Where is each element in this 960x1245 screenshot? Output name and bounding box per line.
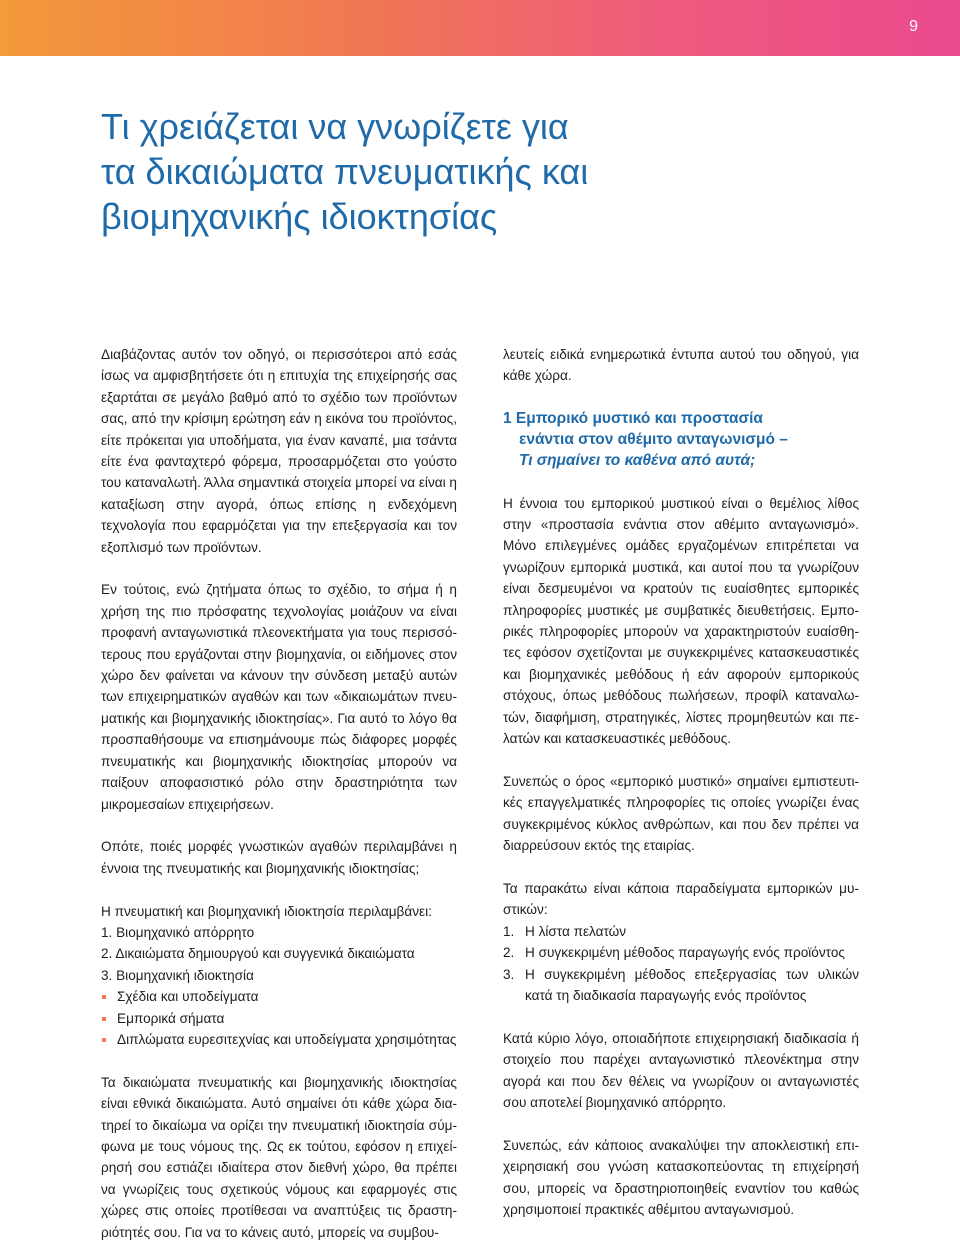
left-paragraph-3: Οπότε, ποιές μορφές γνωστικών αγαθών περιλαμβάνει η έννοια της πνευματικής και βιομηχανικής ιδιοκτησίας; <box>101 839 457 876</box>
industrial-property-bullets <box>101 986 457 1050</box>
section-heading-line-3: Τι σημαίνει το καθένα από αυτά; <box>519 452 756 470</box>
right-column <box>503 344 859 1220</box>
header-gradient-bar <box>0 0 960 56</box>
example-number: 1. <box>503 923 515 939</box>
left-paragraph-4: Τα δικαιώματα πνευματικής και βιομηχανικής ιδιοκτησίας είναι εθνικά δικαιώματα. Αυτό σημαίνει ότι κάθε χώρα διατηρεί το δικαίωμα να ορίζει την πνευματική ιδιοκτησία σύμφωνα με τους νόμους της. Ως εκ τούτου, εφόσον η επιχείρησή σου εστιάζει ιδιαίτερα στον διεθνή χώρο, θα πρέπει να γνωρίζεις τους σχετικούς νόμους και εφαρμογές στις χώρες στις οποίες προτίθεσαι να αναπτύξεις τις δραστηριότητές σου. Για να το κάνεις αυτό, μπορείς να συμβου- <box>101 1074 457 1240</box>
example-text: Η συγκεκριμένη μέθοδος παραγωγής ενός προϊόντος <box>525 945 845 961</box>
trade-secret-examples <box>503 921 859 1007</box>
example-number: 2. <box>503 945 515 961</box>
section-heading-line-1: 1 Εμπορικό μυστικό και προστασία <box>503 410 763 428</box>
ip-list-intro: Η πνευματική και βιομηχανική ιδιοκτησία περιλαμβάνει: <box>101 903 432 919</box>
page-title-line-2: τα δικαιώματα πνευματικής και <box>101 151 589 192</box>
right-paragraph-4: Κατά κύριο λόγο, οποιαδήποτε επιχειρησιακή διαδικασία ή στοιχείο που παρέχει ανταγωνιστικό πλεονέκτημα στην αγορά και που δεν θέλεις να γνωρίζουν οι ανταγωνιστές σου αποτελεί βιομηχανικό απόρρητο. <box>503 1030 859 1110</box>
example-item <box>503 942 859 963</box>
page-title-line-3: βιομηχανικής ιδιοκτησίας <box>101 196 498 237</box>
ip-list <box>101 922 457 986</box>
ip-list-item: 3. Βιομηχανική ιδιοκτησία <box>101 967 254 983</box>
right-paragraph-3: Τα παρακάτω είναι κάποια παραδείγματα εμπορικών μυστικών: <box>503 880 859 918</box>
right-paragraph-2: Συνεπώς ο όρος «εμπορικό μυστικό» σημαίνει εμπιστευτικές επαγγελματικές πληροφορίες τις οποίες γνωρίζει ένας συγκεκριμένος κύκλος ανθρώπων, και που δεν πρέπει να διαρρεύσουν εκτός της εταιρίας. <box>503 773 859 854</box>
section-heading <box>503 408 859 471</box>
right-paragraph-0: λευτείς ειδικά ενημερωτικά έντυπα αυτού του οδηγού, για κάθε χώρα. <box>503 347 859 384</box>
left-column <box>101 344 457 1243</box>
ip-list-item: 1. Βιομηχανικό απόρρητο <box>101 924 255 940</box>
right-paragraph-1: Η έννοια του εμπορικού μυστικού είναι ο θεμέλιος λίθος στην «προστασία ενάντια στον αθέμιτο ανταγωνισμό». Μόνο επιλεγμένες ομάδες εργαζομένων επιτρέπεται να γνωρίζουν εμπορικά μυστικά, και αυτοί που τα γνωρίζουν είναι δεσμευμένοι να κρατούν τις ευαίσθητες εμπορικές πληροφορίες μυστικές με συμβατικές διευθετήσεις. Εμπορικές πληροφορίες μπορούν να χαρακτηριστούν ευαίσθητες εφόσον σχετίζονται με συγκεκριμένες κατασκευαστικές και βιομηχανικές μεθόδους ή εάν αφορούν εμπορικούς στόχους, όπως μεθόδους πωλήσεων, προφίλ καταναλωτών, διαφήμιση, στρατηγικές, λίστες προμηθευτών και πελατών και κατασκευαστικές μεθόδους. <box>503 495 859 747</box>
example-number: 3. <box>503 966 515 982</box>
page-title-line-1: Τι χρειάζεται να γνωρίζετε για <box>101 106 569 147</box>
page-number: 9 <box>909 18 918 35</box>
example-item <box>503 921 859 942</box>
ip-list-item: 2. Δικαιώματα δημιουργού και συγγενικά δικαιώματα <box>101 946 415 962</box>
bullet-item: Σχέδια και υποδείγματα <box>101 986 457 1007</box>
example-item <box>503 964 859 1007</box>
example-text: Η συγκεκριμένη μέθοδος επεξεργασίας των υλικών κατά τη διαδικασία παραγωγής ενός προϊόντος <box>525 966 859 1003</box>
section-heading-line-2: ενάντια στον αθέμιτο ανταγωνισμό – <box>519 431 788 449</box>
left-paragraph-1: Διαβάζοντας αυτόν τον οδηγό, οι περισσότεροι από εσάς ίσως να αμφισβητήσετε ότι η επιτυχία της επιχείρησής σας εξαρτάται σε μεγάλο βαθμό από το σχέδιο των προϊόντων σας, από την κρίσιμη ερώτηση εάν η εικόνα του προϊόντος, είτε πρόκειται για υποδήματα, για έναν καναπέ, μια τσάντα είτε ένα φανταχτερό φόρεμα, προσαρμόζεται στο γούστο του καταναλωτή. Άλλα σημαντικά στοιχεία μπορεί να είναι η καταξίωση στην αγορά, όπως επίσης η ενδεχόμενη τεχνολογία που εφαρμόζεται για την επεξεργασία και τον εξοπλισμό των προϊόντων. <box>101 347 457 555</box>
example-text: Η λίστα πελατών <box>525 923 627 939</box>
left-paragraph-2: Εν τούτοις, ενώ ζητήματα όπως το σχέδιο, το σήμα ή η χρήση της πιο πρόσφατης τεχνολογίας μοιάζουν να είναι προφανή ανταγωνιστικά πλεονεκτήματα για τους περισσότερους που εργάζονται στην βιομηχανία, οι ειδήμονες στον χώρο δεν φαίνεται να κάνουν την σύνδεση μεταξύ αυτών των επιχειρηματικών αγαθών και των «δικαιωμάτων πνευματικής και βιομηχανικής ιδιοκτησίας». Για αυτό το λόγο θα προσπαθήσουμε να επισημάνουμε πώς διάφορες μορφές πνευματικής και βιομηχανικής ιδιοκτησίας μπορούν να παίξουν αποφασιστικό ρόλο στην δραστηριότητα των μικρομεσαίων επιχειρήσεων. <box>101 582 457 812</box>
page-title <box>101 104 821 239</box>
bullet-item: Διπλώματα ευρεσιτεχνίας και υποδείγματα χρησιμότητας <box>101 1029 457 1050</box>
right-paragraph-5: Συνεπώς, εάν κάποιος ανακαλύψει την αποκλειστική επιχειρησιακή σου γνώση κατασκοπεύοντας τη επιχείρησή σου, μπορείς να δραστηριοποιηθείς εναντίον του καθώς χρησιμοποιεί πρακτικές αθέμιτου ανταγωνισμού. <box>503 1137 859 1217</box>
bullet-item: Εμπορικά σήματα <box>101 1008 457 1029</box>
